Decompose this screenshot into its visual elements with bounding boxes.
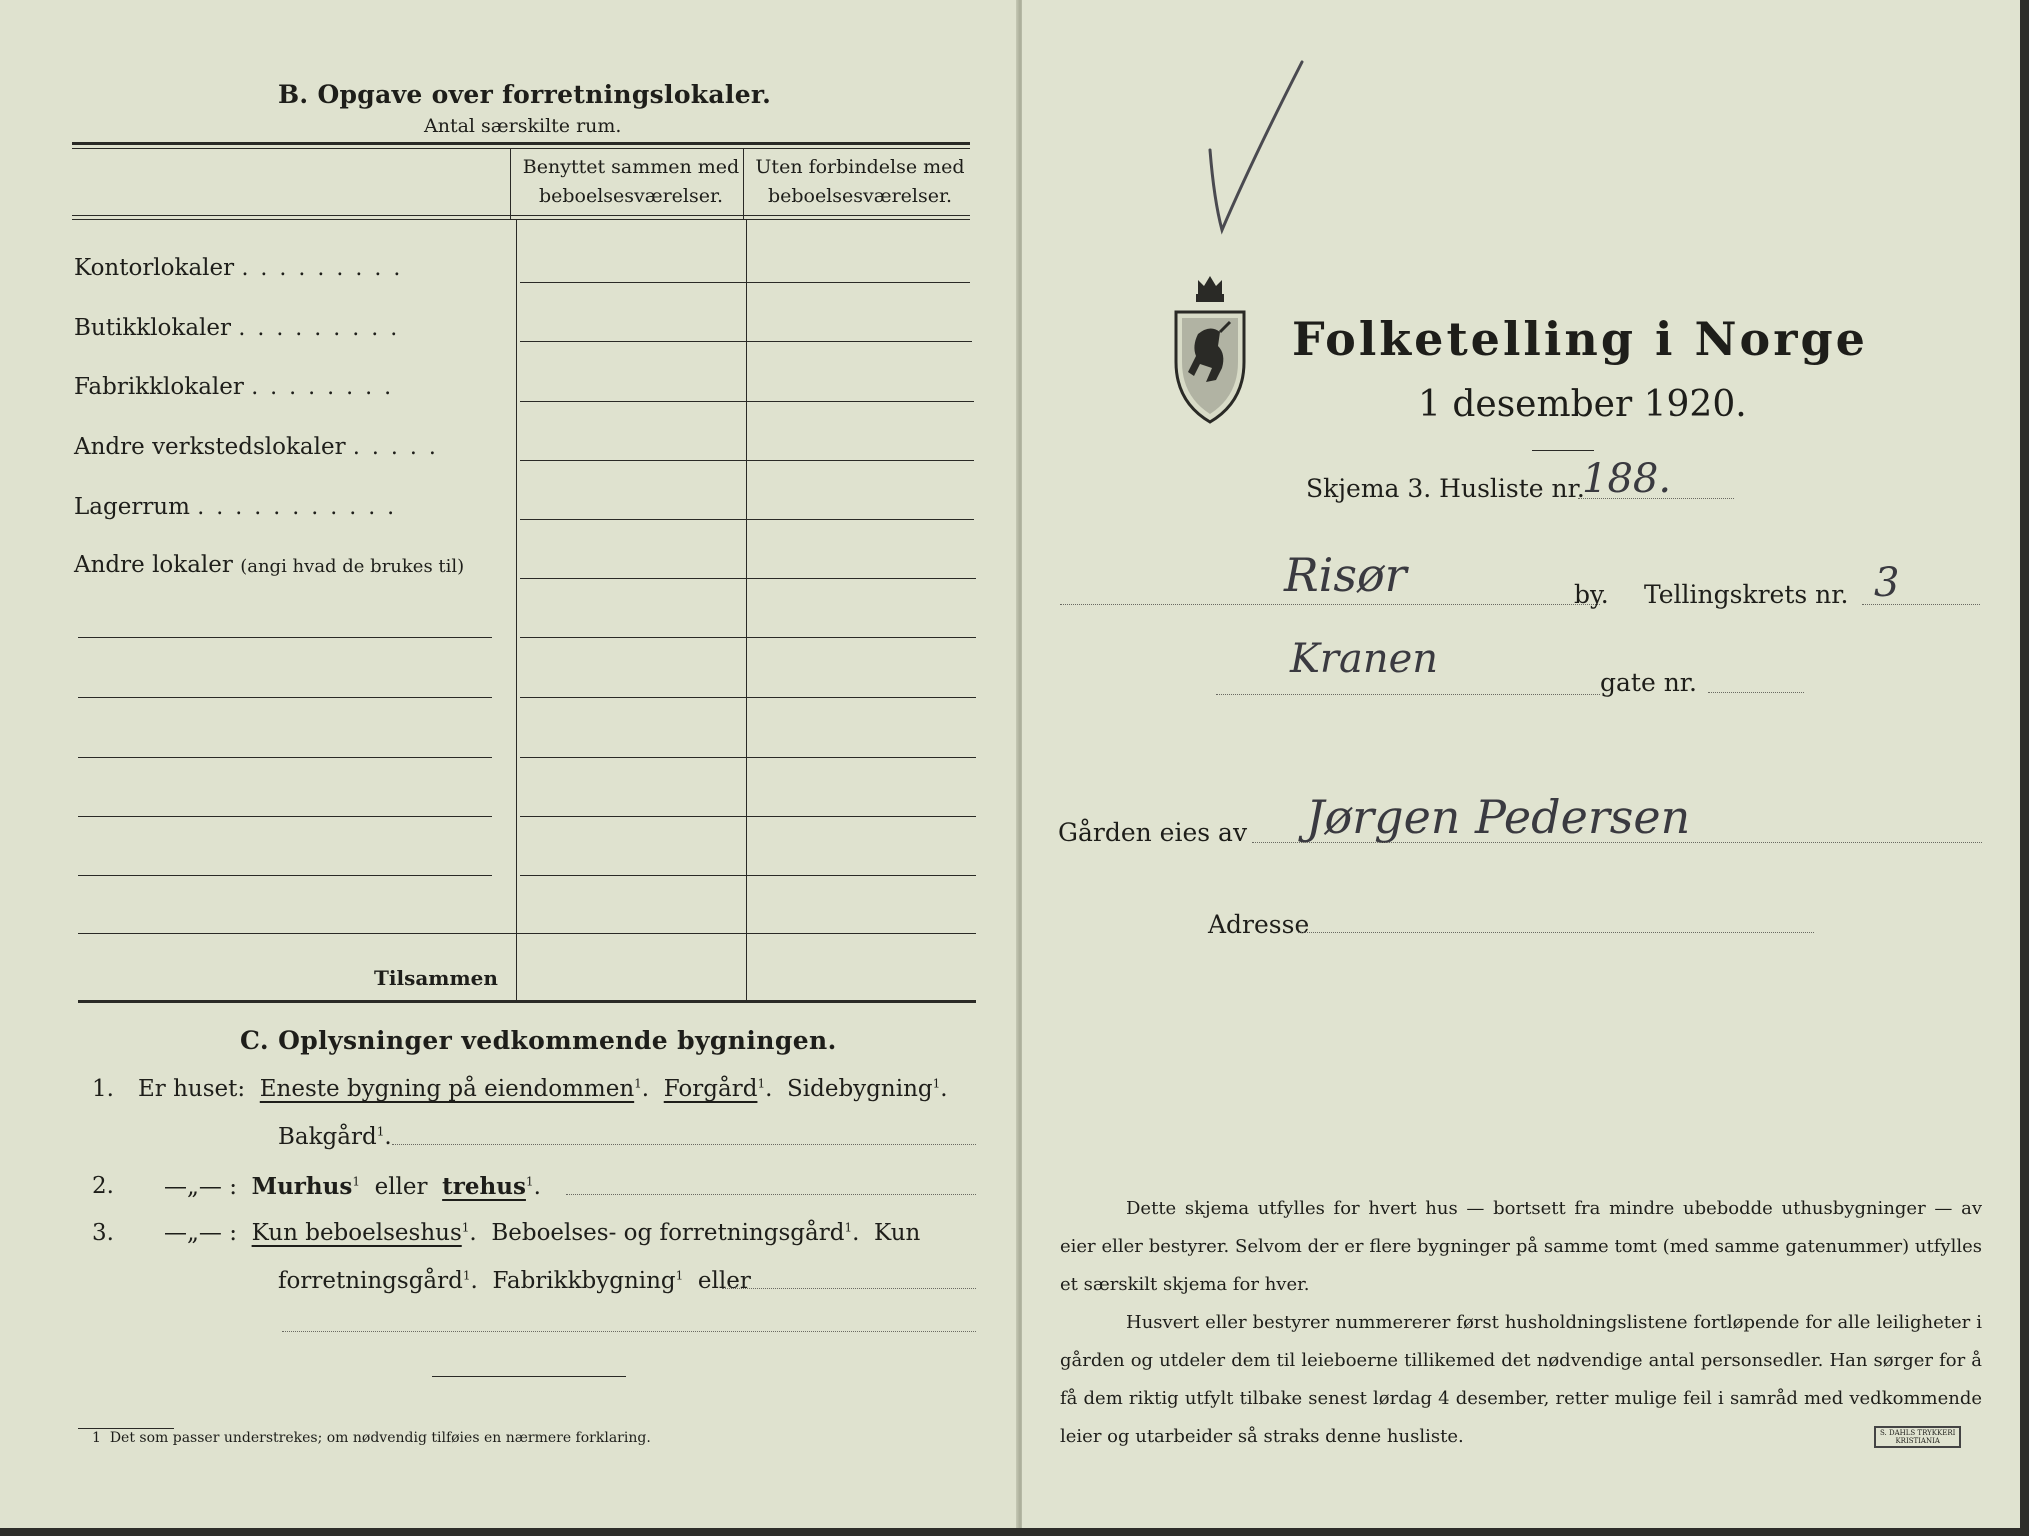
other-line-2-label (78, 697, 492, 698)
right-page (1022, 0, 2020, 1528)
row-andre-lokaler: Andre lokaler (angi hvad de brukes til) (74, 552, 465, 578)
table-top-rule (72, 142, 970, 145)
section-end-rule (432, 1376, 626, 1377)
schema-label: Skjema 3. Husliste nr. (1306, 474, 1585, 503)
q3-fill-line (722, 1288, 976, 1289)
other-line-4-label (78, 816, 492, 817)
q2-number: 2. (92, 1173, 114, 1199)
col-divider-head-2 (743, 148, 744, 220)
printer-stamp: S. DAHLS TRYKKERI KRISTIANIA (1874, 1426, 1961, 1448)
footnote-rule (78, 1428, 174, 1429)
q1-number: 1. (92, 1076, 114, 1102)
col-divider-1 (516, 220, 517, 1000)
q3-number: 3. (92, 1220, 114, 1246)
row-lagerrum: Lagerrum ........... (74, 494, 407, 520)
other-line-3 (520, 757, 976, 758)
total-bottom-rule (78, 1000, 976, 1003)
row-fabrikklokaler: Fabrikklokaler ........ (74, 374, 404, 400)
row-andre-verkstedslokaler: Andre verkstedslokaler ..... (74, 434, 448, 460)
q3-eller: eller (697, 1268, 751, 1294)
other-line-2 (520, 697, 976, 698)
other-line-5-label (78, 875, 492, 876)
owner-label: Gården eies av (1058, 818, 1248, 847)
col-divider-2 (746, 220, 747, 1000)
q1-line: Er huset: Eneste bygning på eiendommen$^1$. Forgård$^1$. Sidebygning$^1$. (138, 1076, 948, 1102)
instructions-block (1060, 1190, 1982, 1456)
section-c-title: C. Oplysninger vedkommende bygningen. (240, 1026, 837, 1055)
total-label: Tilsammen (374, 966, 498, 990)
row-line-1 (520, 282, 970, 283)
column-header-with-rooms (516, 153, 746, 211)
by-label: by. (1574, 580, 1609, 609)
q1-option-sidebygning: Sidebygning (787, 1076, 933, 1102)
col2-line1: Uten forbindelse med (755, 156, 965, 178)
q3-option-beboelses-og-forretningsgard: Beboelses- og forretningsgård (491, 1220, 845, 1246)
q3-option-forretningsgard: forretningsgård (278, 1268, 463, 1294)
instruction-paragraph-2: Husvert eller bestyrer nummererer først husholdningslistene fortløpende for alle leiligheter i gården og utdeler dem til leieboerne tillikemed det nødvendige antal personsedler. Han sørger for å få dem riktig utfylt tilbake senest lørdag 4 desember, retter mulige feil i samråd med vedkommende leier og utarbeider så straks denne husliste. (1060, 1312, 1982, 1447)
q3-option-fabrikkbygning: Fabrikkbygning (492, 1268, 676, 1294)
header-rule (72, 215, 970, 216)
header-rule-2 (72, 219, 970, 220)
q3-option-kun-beboelseshus: Kun beboelseshus (251, 1220, 462, 1246)
pencil-check-mark (1192, 50, 1322, 250)
by-fill-line (1060, 604, 1600, 605)
gate-nr-fill-line (1708, 692, 1804, 693)
col-divider-head-1 (510, 148, 511, 220)
by-value: Risør (1284, 548, 1407, 602)
col1-line1: Benyttet sammen med (522, 156, 740, 178)
row-kontorlokaler: Kontorlokaler ......... (74, 255, 413, 281)
tellingskrets-label: Tellingskrets nr. (1644, 580, 1849, 609)
address-fill-line (1298, 932, 1814, 933)
q2-fill-line (566, 1194, 976, 1195)
column-header-without-rooms (746, 153, 974, 211)
q2-option-murhus: Murhus (251, 1173, 353, 1200)
other-line-4 (520, 816, 976, 817)
owner-value: Jørgen Pedersen (1306, 790, 1691, 844)
section-b-subtitle: Antal særskilte rum. (424, 115, 622, 137)
section-b-title: B. Opgave over forretningslokaler. (278, 80, 772, 109)
table-top-rule-thin (72, 148, 970, 149)
husliste-fill-line (1578, 498, 1734, 499)
q1-option-bakgard: Bakgård (278, 1124, 377, 1150)
date-rule (1532, 450, 1594, 451)
left-page (0, 0, 1018, 1528)
q2-lead: —„— : (164, 1174, 237, 1200)
address-label: Adresse (1208, 910, 1310, 939)
col1-line2: beboelsesværelser. (538, 185, 724, 207)
q2-option-trehus: trehus (442, 1173, 526, 1200)
q2-eller: eller (374, 1174, 428, 1200)
tellingskrets-value: 3 (1874, 560, 1900, 606)
q3-line: —„— : Kun beboelseshus$^1$. Beboelses- og forretningsgård$^1$. Kun (164, 1220, 921, 1246)
row-line-2 (520, 341, 972, 342)
owner-fill-line (1252, 842, 1982, 843)
row-line-5 (520, 519, 974, 520)
q1-option-eneste: Eneste bygning på eiendommen (259, 1076, 635, 1102)
form-date: 1 desember 1920. (1418, 384, 1747, 425)
q1-fill-line (392, 1144, 976, 1145)
q1-lead: Er huset: (138, 1076, 246, 1102)
q1-option-forgard: Forgård (663, 1076, 758, 1102)
form-title: Folketelling i Norge (1292, 312, 1868, 366)
row-line-6 (520, 578, 976, 579)
q3-line-2: forretningsgård$^1$. Fabrikkbygning$^1$ eller (278, 1268, 751, 1294)
tellingskrets-fill-line (1862, 604, 1980, 605)
other-line-1 (520, 637, 976, 638)
row-butikklokaler: Butikklokaler ......... (74, 315, 410, 341)
q2-line: —„— : Murhus$^1$ eller trehus$^1$. (164, 1173, 541, 1200)
footnote: 1 Det som passer understrekes; om nødvendig tilføies en nærmere forklaring. (92, 1430, 651, 1446)
q3-lead: —„— : (164, 1220, 237, 1246)
husliste-number-value: 188. (1582, 456, 1672, 502)
gate-value: Kranen (1290, 636, 1439, 682)
gate-label: gate nr. (1600, 668, 1697, 697)
other-line-1-label (78, 637, 492, 638)
q3-kun: Kun (874, 1220, 921, 1246)
row-line-4 (520, 460, 974, 461)
row-line-3 (520, 401, 974, 402)
total-top-rule (78, 933, 976, 934)
instruction-paragraph-1: Dette skjema utfylles for hvert hus — bortsett fra mindre ubebodde uthusbygninger — av eier eller bestyrer. Selvom der er flere bygninger på samme tomt (med samme gatenummer) utfylles et særskilt skjema for hver. (1060, 1198, 1982, 1295)
norway-coat-of-arms-icon (1168, 272, 1252, 424)
other-line-3-label (78, 757, 492, 758)
q3-fill-line-2 (282, 1331, 976, 1332)
other-line-5 (520, 875, 976, 876)
q1-line-2: Bakgård$^1$. (278, 1124, 392, 1150)
gate-fill-line (1216, 694, 1600, 695)
col2-line2: beboelsesværelser. (767, 185, 953, 207)
